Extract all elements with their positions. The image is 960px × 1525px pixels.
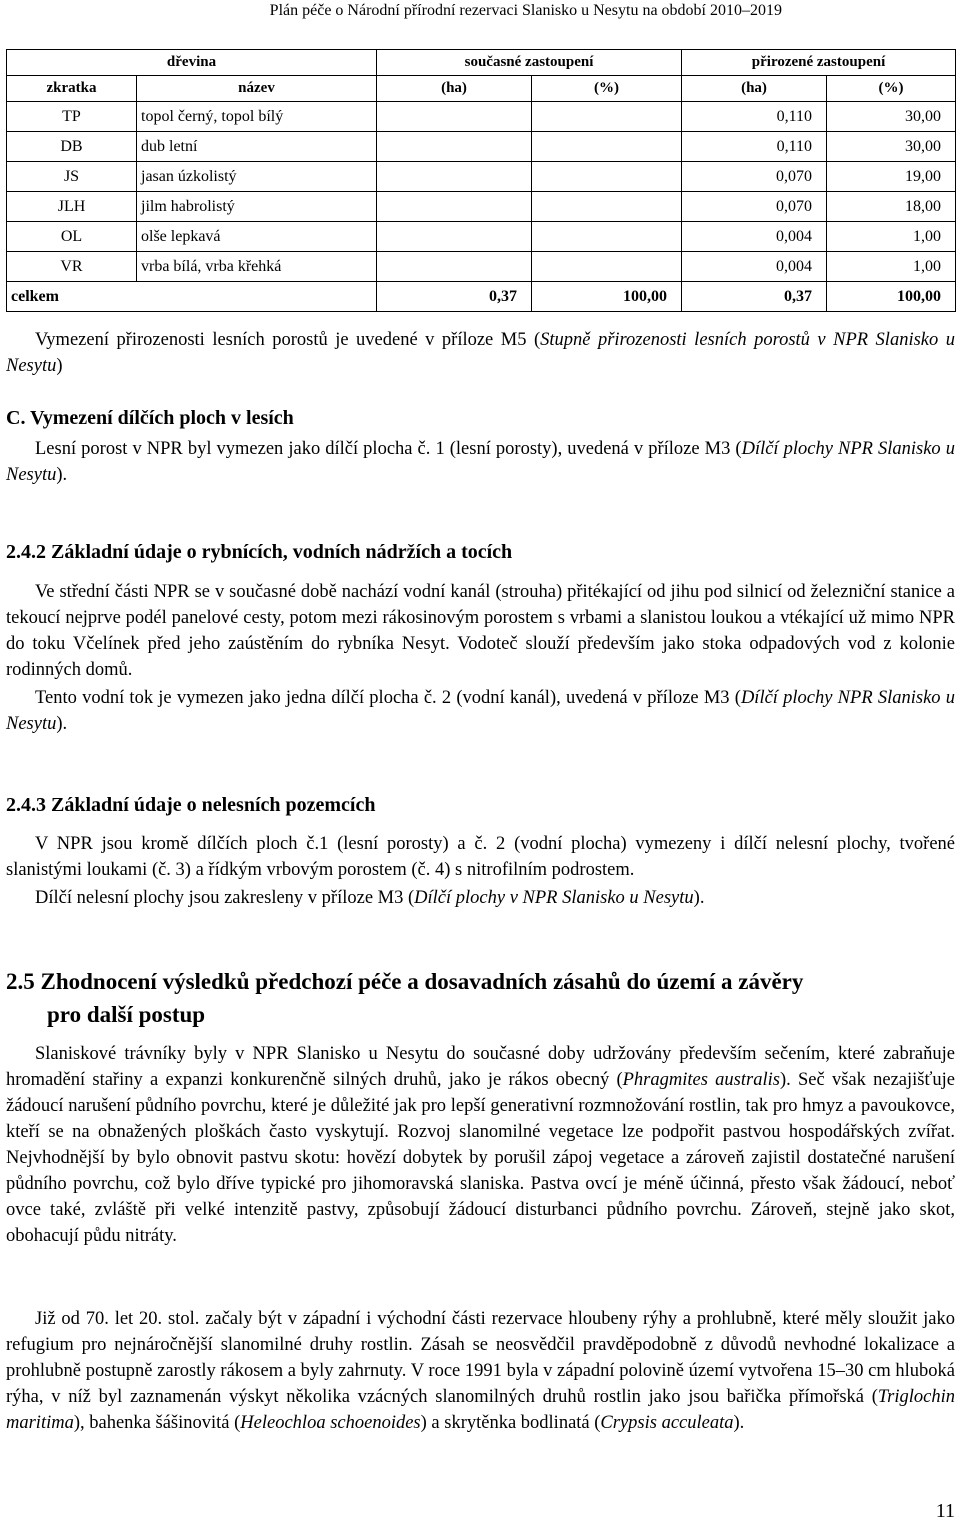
cell-pct-current	[532, 162, 682, 192]
cell-ha-natural: 0,004	[682, 252, 827, 282]
species-table	[6, 49, 956, 312]
cell-ha-current	[377, 132, 532, 162]
section-243-paragraph-1: V NPR jsou kromě dílčích ploch č.1 (lesní porosty) a č. 2 (vodní plocha) vymezeny i dílčí nelesní plochy, tvořené slanistými loukami (č. 3) a řídkým vrbovým porostem (č. 4) s nitrofilním podrostem.	[6, 834, 955, 880]
section-25-paragraph-1: Slaniskové trávníky byly v NPR Slanisko u Nesytu do současné doby udržovány především sečením, které zabraňuje hromadění stařiny a expanzi konkurenčně silných druhů, jako je rákos obecný (Phragmites australis). Seč však nezajišťuje žádoucí narušení půdního povrchu, které je důležité jak pro lepší generativní rozmnožování rostlin, tak pro hmyz a pavoukovce, kteří se na obnažených ploškách často vyskytují. Rozvoj slanomilné vegetace lze podpořit pastvou hospodářských zvířat. Nejvhodnější by bylo obnovit pastvu skotu: hovězí dobytek by porušil zápoj vegetace a zároveň zajistil dostatečné narušení půdního povrchu, což bylo dříve typické pro jihomoravská slaniska. Pastva ovcí je méně účinná, přesto však žádoucí, neboť ovce také, zvláště při velké intenzitě pastvy, způsobují žádoucí disturbanci půdního povrchu. Zároveň, stejně jako skot, obohacují půdu nitráty.	[6, 1044, 955, 1246]
cell-ha-current	[377, 222, 532, 252]
cell-nazev: jasan úzkolistý	[137, 162, 377, 192]
cell-ha-natural: 0,004	[682, 222, 827, 252]
cell-zkratka: OL	[7, 222, 137, 252]
table-row	[7, 222, 956, 252]
cell-pct-natural: 18,00	[827, 192, 956, 222]
header-drevina: dřevina	[7, 50, 377, 76]
table-total-row	[7, 282, 956, 312]
table-row	[7, 192, 956, 222]
cell-pct-natural: 1,00	[827, 252, 956, 282]
section-242-paragraph-2: Tento vodní tok je vymezen jako jedna dílčí plocha č. 2 (vodní kanál), uvedená v příloze M3 (Dílčí plochy NPR Slanisko u Nesytu).	[6, 688, 955, 734]
header-nazev: název	[137, 76, 377, 102]
section-242-heading: 2.4.2 Základní údaje o rybnících, vodních nádržích a tocích	[6, 541, 513, 563]
cell-pct-current	[532, 132, 682, 162]
table-row	[7, 132, 956, 162]
section-25-heading	[6, 965, 955, 1031]
page-number: 11	[935, 1500, 955, 1522]
header-ha-natural: (ha)	[682, 76, 827, 102]
header-zkratka: zkratka	[7, 76, 137, 102]
table-header-row	[7, 50, 956, 76]
table-row	[7, 252, 956, 282]
cell-nazev: vrba bílá, vrba křehká	[137, 252, 377, 282]
total-ha-current: 0,37	[377, 282, 532, 312]
section-c-paragraph: Lesní porost v NPR byl vymezen jako dílčí plocha č. 1 (lesní porosty), uvedená v příloze M3 (Dílčí plochy NPR Slanisko u Nesytu).	[6, 439, 955, 485]
section-25-heading-line1: 2.5 Zhodnocení výsledků předchozí péče a dosavadních zásahů do území a závěry	[6, 969, 804, 994]
cell-ha-current	[377, 162, 532, 192]
header-ha-current: (ha)	[377, 76, 532, 102]
total-pct-current: 100,00	[532, 282, 682, 312]
section-243-heading: 2.4.3 Základní údaje o nelesních pozemcích	[6, 794, 376, 816]
cell-zkratka: JS	[7, 162, 137, 192]
header-pct-natural: (%)	[827, 76, 956, 102]
cell-pct-current	[532, 252, 682, 282]
cell-pct-current	[532, 192, 682, 222]
total-label: celkem	[7, 282, 377, 312]
total-ha-natural: 0,37	[682, 282, 827, 312]
section-25-heading-line2: pro další postup	[47, 1002, 206, 1027]
cell-ha-current	[377, 252, 532, 282]
table-row	[7, 162, 956, 192]
cell-pct-natural: 19,00	[827, 162, 956, 192]
section-c-heading: C. Vymezení dílčích ploch v lesích	[6, 407, 294, 429]
paragraph-vymezeni: Vymezení přirozenosti lesních porostů je uvedené v příloze M5 (Stupně přirozenosti lesních porostů v NPR Slanisko u Nesytu)	[6, 330, 955, 376]
cell-pct-natural: 1,00	[827, 222, 956, 252]
cell-ha-natural: 0,070	[682, 162, 827, 192]
cell-nazev: olše lepkavá	[137, 222, 377, 252]
cell-pct-current	[532, 222, 682, 252]
table-subheader-row	[7, 76, 956, 102]
total-pct-natural: 100,00	[827, 282, 956, 312]
header-prirozene: přirozené zastoupení	[682, 50, 956, 76]
cell-ha-natural: 0,110	[682, 102, 827, 132]
table-row	[7, 102, 956, 132]
section-243-paragraph-2: Dílčí nelesní plochy jsou zakresleny v příloze M3 (Dílčí plochy v NPR Slanisko u Nesytu).	[35, 888, 705, 908]
cell-zkratka: JLH	[7, 192, 137, 222]
cell-nazev: topol černý, topol bílý	[137, 102, 377, 132]
cell-ha-natural: 0,070	[682, 192, 827, 222]
cell-nazev: dub letní	[137, 132, 377, 162]
cell-pct-current	[532, 102, 682, 132]
cell-ha-current	[377, 102, 532, 132]
cell-zkratka: DB	[7, 132, 137, 162]
header-pct-current: (%)	[532, 76, 682, 102]
cell-pct-natural: 30,00	[827, 102, 956, 132]
cell-zkratka: TP	[7, 102, 137, 132]
header-soucasne: současné zastoupení	[377, 50, 682, 76]
section-242-paragraph-1: Ve střední části NPR se v současné době nachází vodní kanál (strouha) přitékající od jihu pod silnicí od železniční stanice a tekoucí nejprve podél panelové cesty, potom mezi rákosinovým porostem s vrbami a slanistou loukou a vtékající už mimo NPR do toku Včelínek před jeho zaústěním do rybníka Nesyt. Vodoteč slouží především jako stoka odpadových vod z kolonie rodinných domů.	[6, 582, 955, 680]
running-header: Plán péče o Národní přírodní rezervaci Slanisko u Nesytu na období 2010–2019	[269, 2, 782, 19]
cell-zkratka: VR	[7, 252, 137, 282]
cell-nazev: jilm habrolistý	[137, 192, 377, 222]
section-25-paragraph-2: Již od 70. let 20. stol. začaly být v západní i východní části rezervace hloubeny rýhy a prohlubně, které měly sloužit jako refugium pro nejnáročnější slanomilné druhy rostlin. Zásah se neosvědčil pravděpodobně z důvodů nevhodné lokalizace a prohlubně postupně zarostly rákosem a byly zahrnuty. V roce 1991 byla v západní polovině území vytvořena 15–30 cm hluboká rýha, v níž byl zaznamenán výskyt několika vzácných slanomilných druhů rostlin jako jsou bařička přímořská (Triglochin maritima), bahenka šášinovitá (Heleochloa schoenoides) a skrytěnka bodlinatá (Crypsis acculeata).	[6, 1309, 955, 1433]
cell-ha-current	[377, 192, 532, 222]
cell-pct-natural: 30,00	[827, 132, 956, 162]
cell-ha-natural: 0,110	[682, 132, 827, 162]
